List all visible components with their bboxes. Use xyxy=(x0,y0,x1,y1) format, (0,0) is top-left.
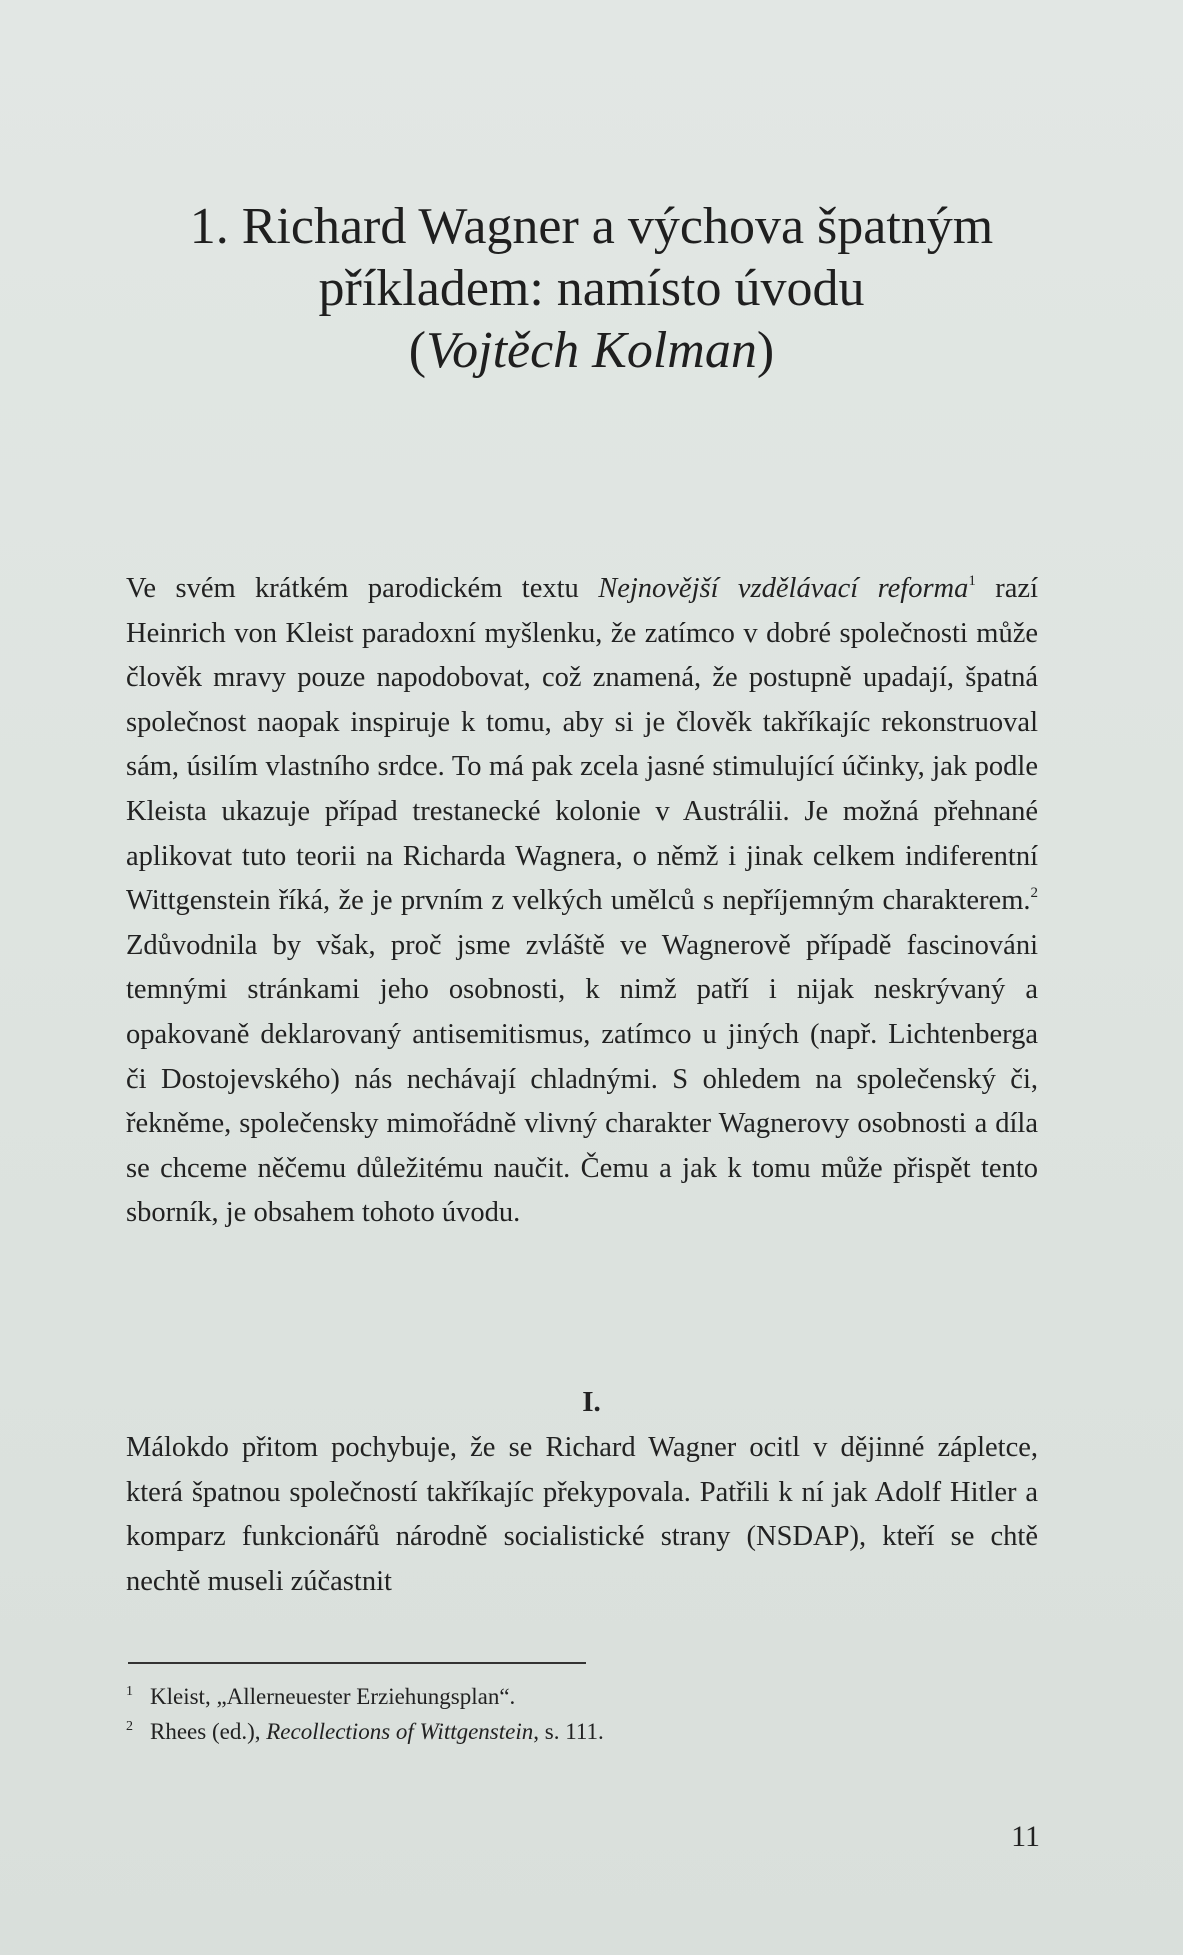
footnote-text: Kleist, „Allerneuester Erziehungsplan“. xyxy=(150,1684,516,1709)
footnote-ref-2[interactable]: 2 xyxy=(1030,885,1038,902)
paragraph-intro-text xyxy=(126,567,1038,1236)
work-title-italic: Nejnovější vzdělávací reforma xyxy=(598,573,969,604)
chapter-title-line1: 1. Richard Wagner a výchova špatným xyxy=(189,198,994,255)
author-close-paren: ) xyxy=(756,322,775,379)
footnote-text-post: , s. 111. xyxy=(533,1719,604,1744)
footnote-divider xyxy=(128,1662,586,1664)
footnotes xyxy=(126,1679,1026,1749)
footnote-text-pre: Rhees (ed.), xyxy=(150,1719,267,1744)
chapter-author xyxy=(0,320,1183,382)
footnote-1 xyxy=(126,1679,1026,1714)
paragraph-intro-part1: Ve svém krátkém parodickém textu xyxy=(126,573,599,604)
paragraph-section-1-text: Málokdo přitom pochybuje, že se Richard Wagner ocitl v dějinné zápletce, která špatnou společností takříkajíc překypovala. Patřili k ní jak Adolf Hitler a komparz funkcionářů národně socialistické strany (NSDAP), kteří se chtě nechtě museli zúčastnit xyxy=(126,1432,1038,1597)
paragraph-intro-part3: Zdůvodnila by však, proč jsme zvláště ve Wagnerově případě fascinováni temnými stránkami jeho osobnosti, k nimž patří i nijak neskrývaný a opakovaně deklarovaný antisemitismus, zatímco u jiných (např. Lichtenberga či Dostojevského) nás nechávají chladnými. S ohledem na společenský či, řekněme, společensky mimořádně vlivný charakter Wagnerovy osobnosti a díla se chceme něčemu důležitému naučit. Čemu a jak k tomu může přispět tento sborník, je obsahem tohoto úvodu. xyxy=(126,929,1038,1229)
footnote-ref-1[interactable]: 1 xyxy=(968,573,976,589)
footnote-number: 1 xyxy=(126,1684,133,1699)
paragraph-intro xyxy=(126,567,1038,1236)
author-name: Vojtěch Kolman xyxy=(426,322,757,379)
footnote-work-title: Recollections of Wittgenstein xyxy=(266,1719,534,1744)
paragraph-section-1 xyxy=(126,1426,1038,1604)
page-number: 11 xyxy=(1011,1820,1040,1853)
chapter-title xyxy=(0,196,1183,382)
section-heading: I. xyxy=(582,1386,601,1418)
footnote-2 xyxy=(126,1714,1026,1749)
author-open-paren: ( xyxy=(408,322,427,379)
footnote-text xyxy=(150,1714,604,1749)
paragraph-intro-part2: razí Heinrich von Kleist paradoxní myšlenku, že zatímco v dobré společnosti může člověk mravy pouze napodobovat, což znamená, že postupně upadají, špatná společnost naopak inspiruje k tomu, aby si je člověk takříkajíc rekonstruoval sám, úsilím vlastního srdce. To má pak zcela jasné stimulující účinky, jak podle Kleista ukazuje případ trestanecké kolonie v Austrálii. Je možná přehnané aplikovat tuto teorii na Richarda Wagnera, o němž i jinak celkem indiferentní Wittgenstein říká, že je prvním z velkých umělců s nepříjemným charakterem. xyxy=(126,573,1038,917)
chapter-title-line2: příkladem: namísto úvodu xyxy=(318,260,865,317)
footnote-number: 2 xyxy=(126,1719,133,1734)
